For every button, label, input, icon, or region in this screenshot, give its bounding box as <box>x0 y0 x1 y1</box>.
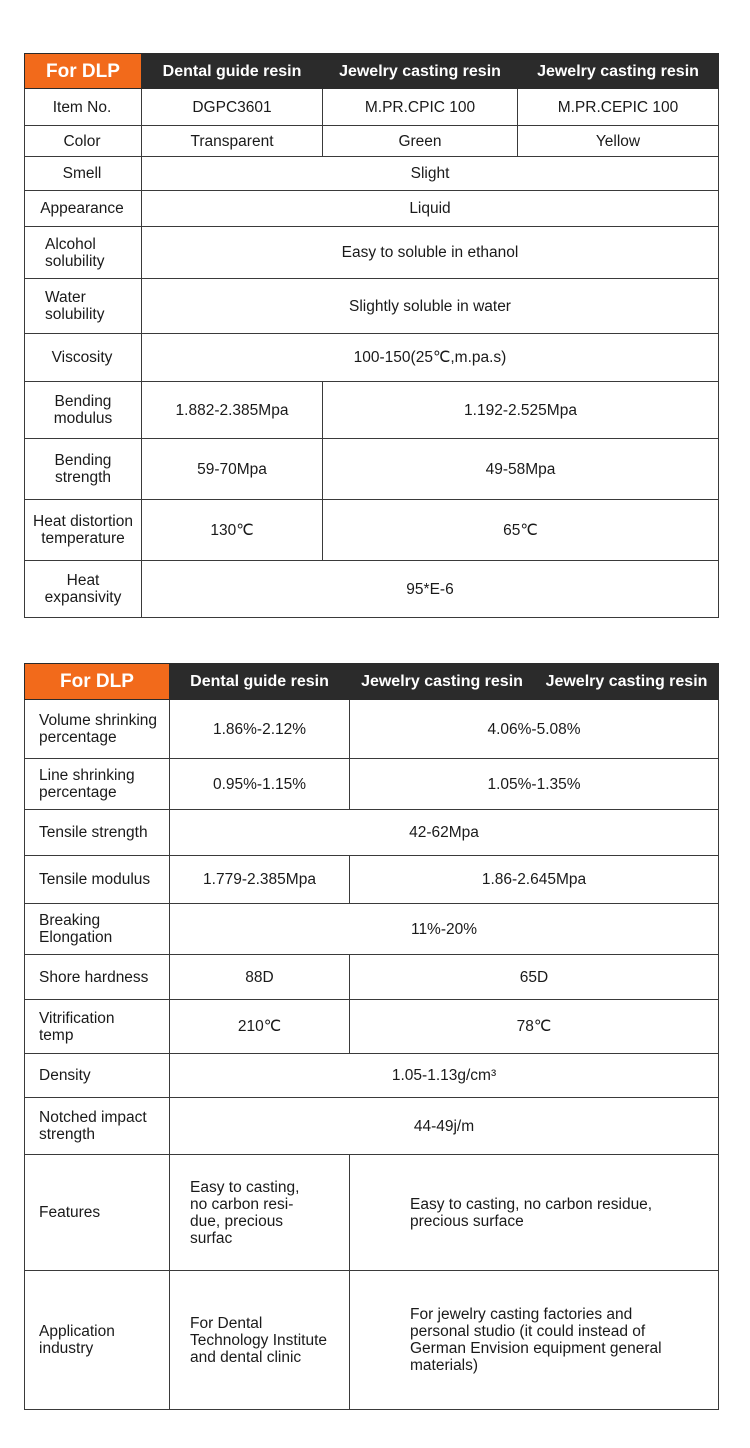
row-label: Application industry <box>25 1271 170 1410</box>
table-row <box>25 856 719 904</box>
brand-label: For DLP <box>25 664 170 700</box>
table-row <box>25 759 719 810</box>
properties-table-1 <box>24 53 719 618</box>
table-row <box>25 227 719 279</box>
column-header: Jewelry casting resin <box>535 664 719 700</box>
row-label: Smell <box>25 157 142 191</box>
cell: For Dental Technology Institute and dental clinic <box>170 1271 350 1410</box>
properties-table-2 <box>24 663 719 1410</box>
cell: 210℃ <box>170 1000 350 1054</box>
cell: 1.86%-2.12% <box>170 700 350 759</box>
row-label: Breaking Elongation <box>25 904 170 955</box>
row-label: Tensile modulus <box>25 856 170 904</box>
row-label: Item No. <box>25 89 142 126</box>
row-label: Features <box>25 1155 170 1271</box>
table-row <box>25 89 719 126</box>
table-row <box>25 1155 719 1271</box>
row-label: Notched impact strength <box>25 1098 170 1155</box>
cell: 42-62Mpa <box>170 810 719 856</box>
row-label: Water solubility <box>25 279 142 334</box>
row-label: Heat expansivity <box>25 561 142 618</box>
table-row <box>25 955 719 1000</box>
cell: Green <box>323 126 518 157</box>
cell: 88D <box>170 955 350 1000</box>
cell: Liquid <box>142 191 719 227</box>
row-label: Bending modulus <box>25 382 142 439</box>
table-header <box>25 664 719 700</box>
cell: DGPC3601 <box>142 89 323 126</box>
table-header <box>25 54 719 89</box>
cell: 59-70Mpa <box>142 439 323 500</box>
row-label: Heat distortion temperature <box>25 500 142 561</box>
table-row <box>25 157 719 191</box>
table-row <box>25 279 719 334</box>
column-header: Dental guide resin <box>170 664 350 700</box>
table-row <box>25 1054 719 1098</box>
table-row <box>25 1098 719 1155</box>
cell: For jewelry casting factories and personal studio (it could instead of German Envision equipment general materials) <box>350 1271 719 1410</box>
row-label: Alcohol solubility <box>25 227 142 279</box>
row-label: Viscosity <box>25 334 142 382</box>
row-label: Volume shrinking percentage <box>25 700 170 759</box>
row-label: Color <box>25 126 142 157</box>
table-row <box>25 904 719 955</box>
table-row <box>25 334 719 382</box>
row-label: Tensile strength <box>25 810 170 856</box>
column-header: Jewelry casting resin <box>518 54 719 89</box>
cell: 49-58Mpa <box>323 439 719 500</box>
cell: Yellow <box>518 126 719 157</box>
cell: Easy to casting, no carbon resi-due, precious surfac <box>170 1155 350 1271</box>
row-label: Density <box>25 1054 170 1098</box>
cell: Easy to casting, no carbon residue, precious surface <box>350 1155 719 1271</box>
cell: M.PR.CEPIC 100 <box>518 89 719 126</box>
table-row <box>25 191 719 227</box>
cell: 100-150(25℃,m.pa.s) <box>142 334 719 382</box>
cell: 1.192-2.525Mpa <box>323 382 719 439</box>
cell: Transparent <box>142 126 323 157</box>
table-row <box>25 500 719 561</box>
row-label: Line shrinking percentage <box>25 759 170 810</box>
table-row <box>25 561 719 618</box>
row-label: Appearance <box>25 191 142 227</box>
table-row <box>25 700 719 759</box>
cell: 0.95%-1.15% <box>170 759 350 810</box>
row-label: Bending strength <box>25 439 142 500</box>
column-header: Jewelry casting resin <box>350 664 535 700</box>
cell: 1.779-2.385Mpa <box>170 856 350 904</box>
cell: 65℃ <box>323 500 719 561</box>
cell: M.PR.CPIC 100 <box>323 89 518 126</box>
cell: 44-49j/m <box>170 1098 719 1155</box>
table-row <box>25 439 719 500</box>
cell: 1.05-1.13g/cm³ <box>170 1054 719 1098</box>
brand-label: For DLP <box>25 54 142 89</box>
row-label: Shore hardness <box>25 955 170 1000</box>
cell: 130℃ <box>142 500 323 561</box>
cell: 95*E-6 <box>142 561 719 618</box>
table-row <box>25 810 719 856</box>
table-row <box>25 126 719 157</box>
table-row <box>25 1271 719 1410</box>
cell: 4.06%-5.08% <box>350 700 719 759</box>
table-row <box>25 1000 719 1054</box>
cell: Slight <box>142 157 719 191</box>
cell: Easy to soluble in ethanol <box>142 227 719 279</box>
column-header: Jewelry casting resin <box>323 54 518 89</box>
cell: 11%-20% <box>170 904 719 955</box>
row-label: Vitrification temp <box>25 1000 170 1054</box>
cell: 1.05%-1.35% <box>350 759 719 810</box>
cell: 65D <box>350 955 719 1000</box>
table-row <box>25 382 719 439</box>
cell: 78℃ <box>350 1000 719 1054</box>
cell: Slightly soluble in water <box>142 279 719 334</box>
cell: 1.882-2.385Mpa <box>142 382 323 439</box>
cell: 1.86-2.645Mpa <box>350 856 719 904</box>
column-header: Dental guide resin <box>142 54 323 89</box>
